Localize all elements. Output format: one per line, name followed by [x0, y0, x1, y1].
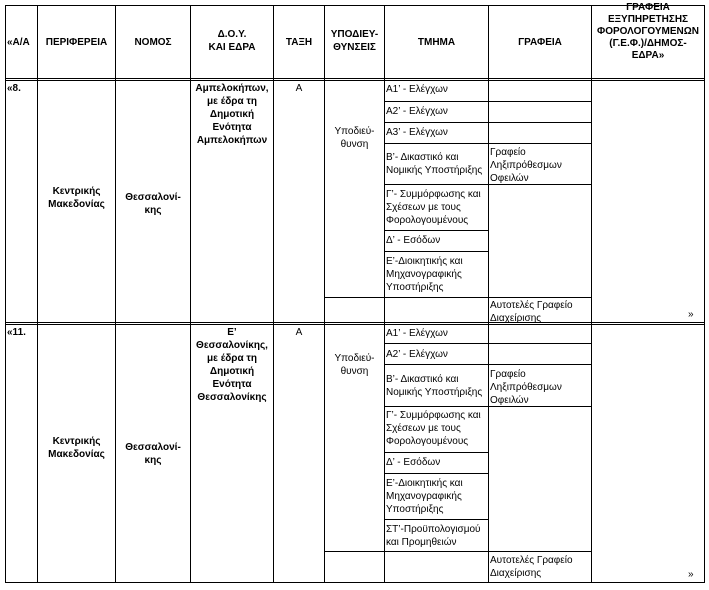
services-table: [5, 2, 705, 583]
grid-line: [5, 80, 705, 81]
department-cell: Α1’ - Ελέγχων: [386, 328, 448, 339]
grid-line: [591, 5, 592, 583]
grid-line: [384, 343, 592, 344]
subdirectorate-cell: Υποδιεύ- θυνση: [334, 126, 375, 150]
department-cell: Γ’- Συμμόρφωσης και Σχέσεων με τους Φορολογουμένους: [386, 189, 481, 226]
grid-line: [5, 78, 705, 79]
department-cell: Δ’ - Εσόδων: [386, 457, 441, 468]
grid-line: [384, 143, 592, 144]
grid-line: [37, 5, 38, 583]
doy-cell: Ε’ Θεσσαλονίκης, με έδρα τη Δημοτική Ενότητα Θεσσαλονίκης: [196, 327, 268, 403]
header-prefecture: ΝΟΜΟΣ: [134, 37, 172, 48]
prefecture-cell: Θεσσαλονί- κης: [125, 192, 181, 216]
region-cell: Κεντρικής Μακεδονίας: [48, 186, 105, 210]
header-doy: Δ.Ο.Υ. ΚΑΙ ΕΔΡΑ: [208, 29, 256, 53]
department-cell: Ε’-Διοικητικής και Μηχανογραφικής Υποστήριξης: [386, 256, 463, 293]
closing-quote: »: [688, 309, 694, 320]
department-cell: Α3’ - Ελέγχων: [386, 127, 448, 138]
grid-line: [384, 473, 488, 474]
grid-line: [384, 452, 488, 453]
department-cell: Β’- Δικαστικό και Νομικής Υποστήριξης: [386, 152, 483, 176]
grid-line: [384, 364, 592, 365]
row-number: «8.: [7, 83, 21, 94]
grid-line: [384, 5, 385, 583]
grid-line: [384, 122, 592, 123]
office-cell: Αυτοτελές Γραφείο Διαχείρισης: [490, 555, 573, 579]
grid-line: [5, 322, 705, 323]
department-cell: Γ’- Συμμόρφωσης και Σχέσεων με τους Φορολογουμένους: [386, 410, 481, 447]
grid-line: [488, 5, 489, 583]
department-cell: Β’- Δικαστικό και Νομικής Υποστήριξης: [386, 374, 483, 398]
department-cell: Ε’-Διοικητικής και Μηχανογραφικής Υποστήριξης: [386, 478, 463, 515]
prefecture-cell: Θεσσαλονί- κης: [125, 442, 181, 466]
header-offices: ΓΡΑΦΕΙΑ: [518, 37, 562, 48]
office-cell: Γραφείο Ληξιπρόθεσμων Οφειλών: [490, 369, 562, 406]
header-subdirectorates: ΥΠΟΔΙΕΥ- ΘΥΝΣΕΙΣ: [330, 29, 379, 53]
header-department: ΤΜΗΜΑ: [417, 37, 456, 48]
department-cell: ΣΤ’-Προϋπολογισμού και Προμηθειών: [386, 524, 481, 548]
row-number: «11.: [7, 327, 26, 338]
header-region: ΠΕΡΙΦΕΡΕΙΑ: [45, 37, 108, 48]
grid-line: [324, 297, 592, 298]
office-cell: Αυτοτελές Γραφείο Διαχείρισης: [490, 300, 573, 324]
department-cell: Α2’ - Ελέγχων: [386, 349, 448, 360]
office-cell: Γραφείο Ληξιπρόθεσμων Οφειλών: [490, 147, 562, 184]
grid-line: [704, 5, 705, 583]
class-cell: Α: [295, 83, 303, 94]
grid-line: [384, 101, 592, 102]
class-cell: Α: [295, 327, 303, 338]
header-class: ΤΑΞΗ: [285, 37, 313, 48]
grid-line: [5, 5, 6, 583]
header-gef: ΓΡΑΦΕΙΑ ΕΞΥΠΗΡΕΤΗΣΗΣ ΦΟΡΟΛΟΓΟΥΜΕΝΩΝ (Γ.Ε.Φ.)/ΔΗΜΟΣ- ΕΔΡΑ»: [597, 2, 699, 61]
department-cell: Α1’ - Ελέγχων: [386, 84, 448, 95]
grid-line: [384, 519, 488, 520]
closing-quote: »: [688, 569, 694, 580]
header-aa: «Α/Α: [7, 37, 30, 48]
doy-cell: Αμπελοκήπων, με έδρα τη Δημοτική Ενότητα Αμπελοκήπων: [195, 83, 269, 146]
grid-line: [384, 230, 488, 231]
grid-line: [384, 251, 488, 252]
department-cell: Α2’ - Ελέγχων: [386, 106, 448, 117]
grid-line: [324, 551, 592, 552]
grid-line: [324, 5, 325, 583]
grid-line: [5, 324, 705, 325]
subdirectorate-cell: Υποδιεύ- θυνση: [334, 353, 375, 377]
grid-line: [5, 582, 705, 583]
grid-line: [115, 5, 116, 583]
department-cell: Δ’ - Εσόδων: [386, 235, 441, 246]
region-cell: Κεντρικής Μακεδονίας: [48, 436, 105, 460]
